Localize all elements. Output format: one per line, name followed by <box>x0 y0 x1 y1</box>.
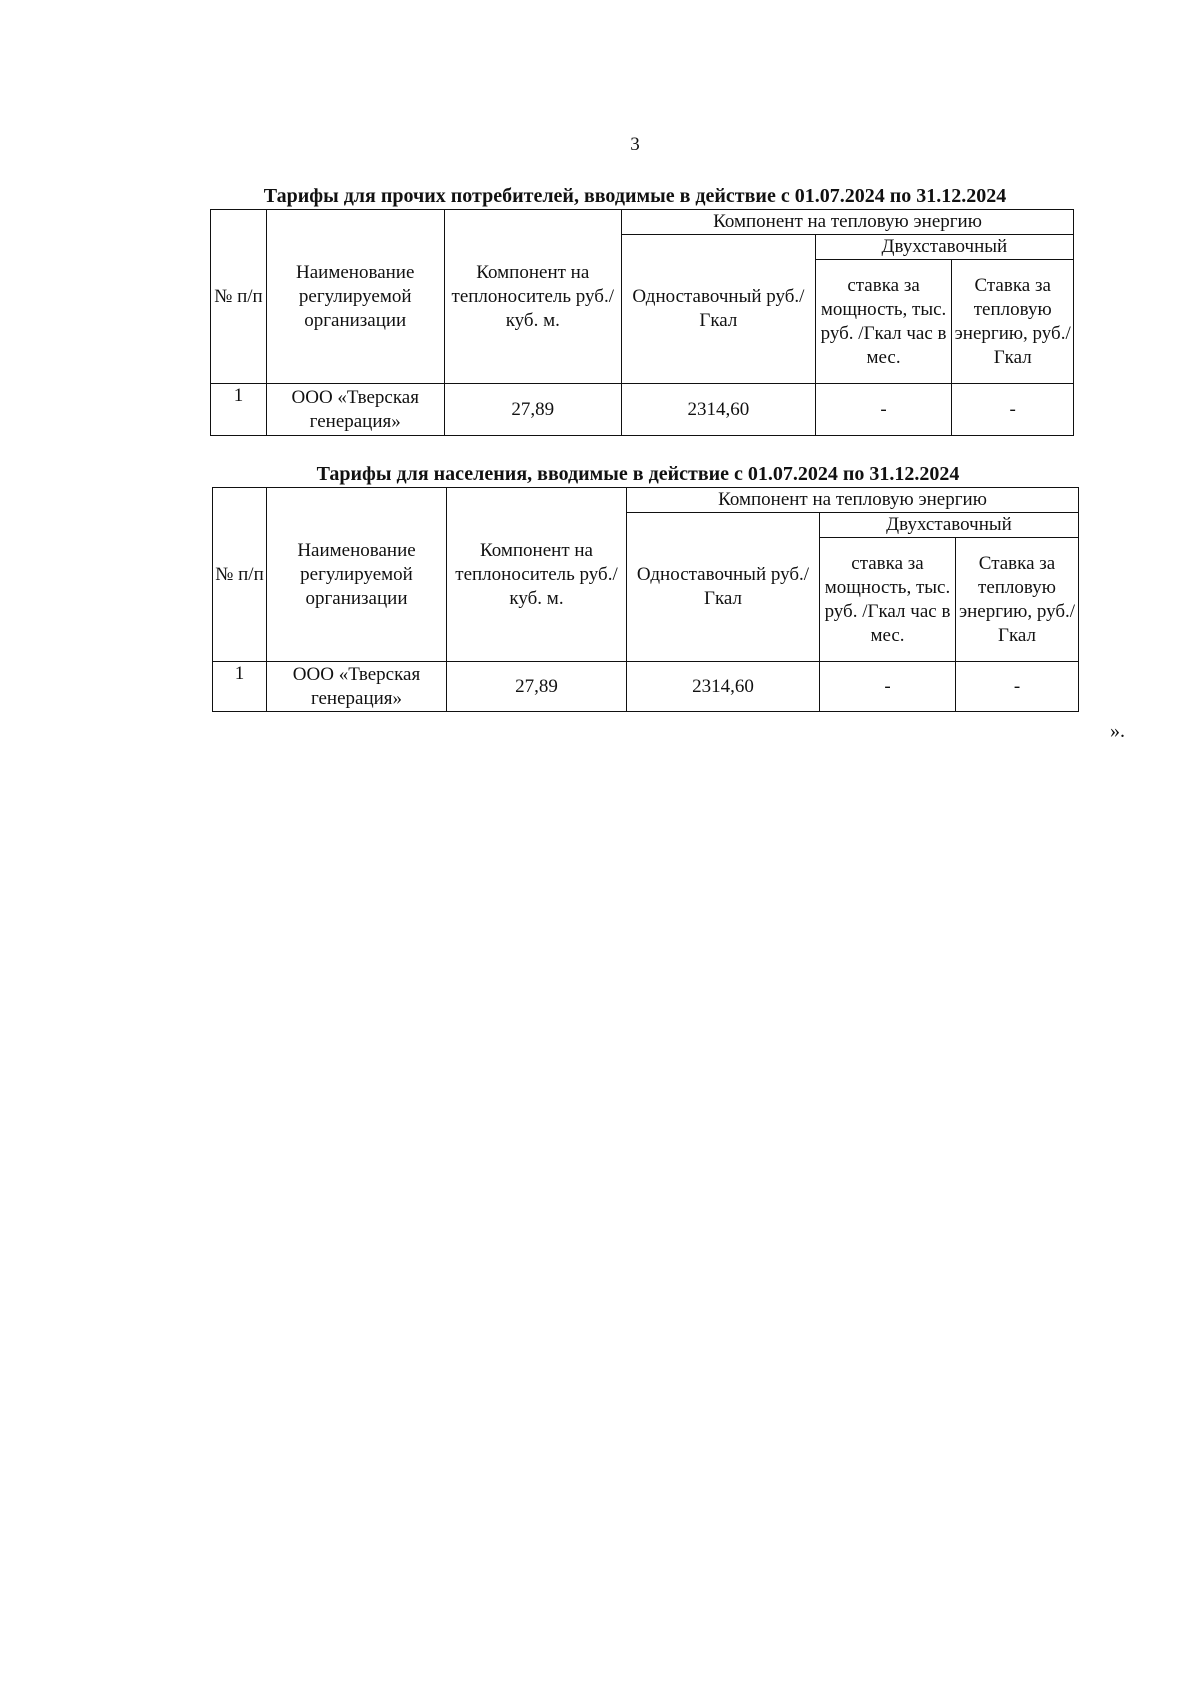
header-coolant: Компонент на теплоноситель руб./куб. м. <box>444 210 622 384</box>
table-row <box>211 384 1074 436</box>
row-energy-rate: - <box>952 384 1074 436</box>
row-org-name: ООО «Тверская генерация» <box>266 384 444 436</box>
row-energy-rate: - <box>956 662 1079 712</box>
row-capacity-rate: - <box>815 384 952 436</box>
header-capacity-rate: ставка за мощность, тыс. руб. /Гкал час в мес. <box>815 260 952 384</box>
table-row <box>213 662 1079 712</box>
header-org-name: Наименование регулируемой организации <box>266 210 444 384</box>
table-title-population: Тарифы для населения, вводимые в действие с 01.07.2024 по 31.12.2024 <box>316 463 960 485</box>
header-num: № п/п <box>213 488 267 662</box>
header-energy-rate: Ставка за тепловую энергию, руб./Гкал <box>956 538 1079 662</box>
row-coolant: 27,89 <box>444 384 622 436</box>
row-capacity-rate: - <box>820 662 956 712</box>
header-two-rate: Двухставочный <box>820 513 1079 538</box>
row-num: 1 <box>211 384 267 436</box>
header-heat-component: Компонент на тепловую энергию <box>622 210 1074 235</box>
row-num: 1 <box>213 662 267 712</box>
header-heat-component: Компонент на тепловую энергию <box>627 488 1079 513</box>
tariff-table-population <box>212 487 1079 712</box>
page-number: 3 <box>630 134 640 155</box>
header-single-rate: Одноставочный руб./Гкал <box>622 235 816 384</box>
row-single-rate: 2314,60 <box>627 662 820 712</box>
header-single-rate: Одноставочный руб./Гкал <box>627 513 820 662</box>
header-two-rate: Двухставочный <box>815 235 1073 260</box>
row-single-rate: 2314,60 <box>622 384 816 436</box>
table-title-other-consumers: Тарифы для прочих потребителей, вводимые в действие с 01.07.2024 по 31.12.2024 <box>263 185 1007 207</box>
header-org-name: Наименование регулируемой организации <box>267 488 447 662</box>
tariff-table-other-consumers <box>210 209 1074 436</box>
header-num: № п/п <box>211 210 267 384</box>
row-coolant: 27,89 <box>447 662 627 712</box>
row-org-name: ООО «Тверская генерация» <box>267 662 447 712</box>
closing-quote: ». <box>1110 720 1125 742</box>
header-energy-rate: Ставка за тепловую энергию, руб./Гкал <box>952 260 1074 384</box>
header-capacity-rate: ставка за мощность, тыс. руб. /Гкал час в мес. <box>820 538 956 662</box>
header-coolant: Компонент на теплоноситель руб./куб. м. <box>447 488 627 662</box>
